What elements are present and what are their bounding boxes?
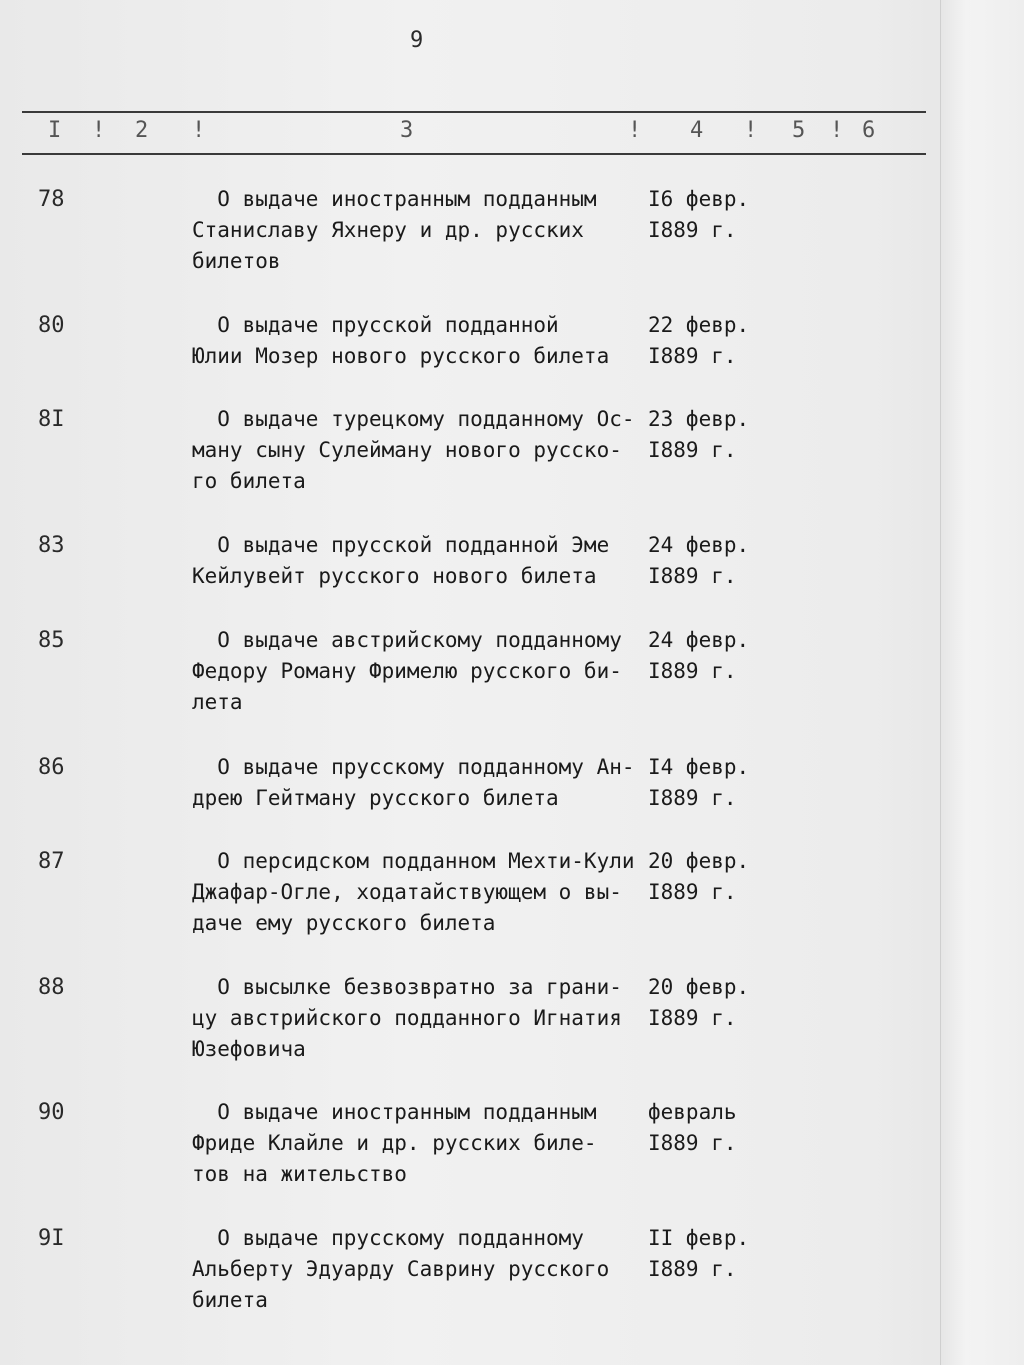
entry-title: О выдаче иностранным подданным Фриде Клайле и др. русских биле- тов на жительство [192,1100,597,1186]
entry-number: 88 [38,975,65,1000]
column-separator: ! [92,118,106,143]
entry-date: февраль I889 г. [648,1100,737,1155]
entry-title: О выдаче прусскому подданному Ан- дрею Гейтману русского билета [192,755,635,810]
header-rule-top [22,111,926,113]
entry-number: 9I [38,1226,65,1251]
entry-number: 83 [38,533,65,558]
entry-date: I4 февр. I889 г. [648,755,750,810]
column-header-1: I [48,118,62,143]
entry-title: О высылке безвозвратно за грани- цу австрийского подданного Игнатия Юзефовича [192,975,622,1061]
entry-date: 24 февр. I889 г. [648,628,750,683]
entry-number: 80 [38,313,65,338]
column-header-2: 2 [135,118,149,143]
entry-date: 24 февр. I889 г. [648,533,750,588]
adjacent-page-edge [940,0,1024,1365]
entry-number: 87 [38,849,65,874]
column-header-6: 6 [862,118,876,143]
entry-number: 78 [38,187,65,212]
column-separator: ! [830,118,844,143]
column-separator: ! [192,118,206,143]
entry-title: О выдаче иностранным подданным Станиславу Яхнеру и др. русских билетов [192,187,597,273]
entry-number: 8I [38,407,65,432]
page-number: 9 [410,28,424,53]
entry-title: О персидском подданном Мехти-Кули Джафар-Огле, ходатайствующем о вы- даче ему русского билета [192,849,635,935]
column-header-4: 4 [690,118,704,143]
entry-date: 20 февр. I889 г. [648,975,750,1030]
entry-number: 90 [38,1100,65,1125]
header-rule-bottom [22,153,926,155]
entry-title: О выдаче прусской подданной Юлии Мозер нового русского билета [192,313,610,368]
entry-date: 20 февр. I889 г. [648,849,750,904]
entry-date: 22 февр. I889 г. [648,313,750,368]
entry-number: 86 [38,755,65,780]
entry-title: О выдаче турецкому подданному Ос- ману сыну Сулейману нового русско- го билета [192,407,635,493]
column-header-5: 5 [792,118,806,143]
column-separator: ! [744,118,758,143]
column-header-3: 3 [400,118,414,143]
entry-date: II февр. I889 г. [648,1226,750,1281]
entry-title: О выдаче прусскому подданному Альберту Эдуарду Саврину русского билета [192,1226,610,1312]
entry-date: 23 февр. I889 г. [648,407,750,462]
entry-number: 85 [38,628,65,653]
entry-title: О выдаче австрийскому подданному Федору Роману Фримелю русского би- лета [192,628,622,714]
entry-date: I6 февр. I889 г. [648,187,750,242]
entry-title: О выдаче прусской подданной Эме Кейлувейт русского нового билета [192,533,610,588]
column-separator: ! [628,118,642,143]
